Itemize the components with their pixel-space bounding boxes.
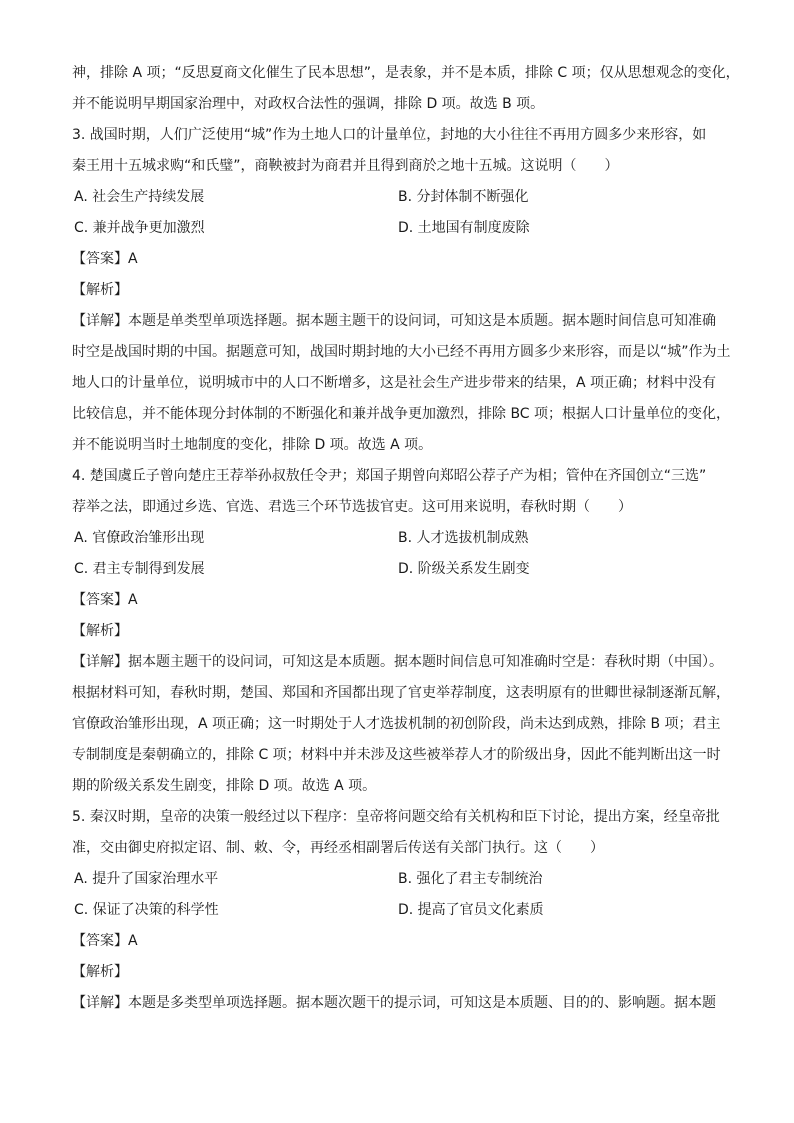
answer-label: 【答案】A bbox=[72, 251, 138, 267]
intro-text bbox=[72, 58, 740, 120]
option-b: B. 强化了君主专制统治 bbox=[398, 871, 543, 887]
detail-text: 期的阶级关系发生剧变，排除 D 项。故选 A 项。 bbox=[72, 778, 377, 794]
analysis-label: 【解析】 bbox=[72, 623, 128, 639]
option-c: C. 保证了决策的科学性 bbox=[74, 902, 219, 918]
detail-text: 比较信息，并不能体现分封体制的不断强化和兼并战争更加激烈，排除 BC 项；根据人口计量单位的变化， bbox=[72, 406, 731, 422]
option-a: A. 官僚政治雏形出现 bbox=[74, 530, 205, 546]
question-5 bbox=[72, 802, 732, 1019]
question-stem: 3. 战国时期，人们广泛使用“城”作为土地人口的计量单位，封地的大小往往不再用方圆多少来形容，如 bbox=[72, 127, 707, 143]
text-line: 并不能说明早期国家治理中，对政权合法性的强调，排除 D 项。故选 B 项。 bbox=[72, 96, 545, 112]
options-row bbox=[72, 554, 732, 585]
option-d: D. 土地国有制度废除 bbox=[398, 220, 530, 236]
detail-text: 专制制度是秦朝确立的，排除 C 项；材料中并未涉及这些被举荐人才的阶级出身，因此不能判断出这一时 bbox=[72, 747, 721, 763]
option-b: B. 人才选拔机制成熟 bbox=[398, 530, 529, 546]
options-row bbox=[72, 864, 732, 895]
options-row bbox=[72, 213, 732, 244]
question-stem: 秦王用十五城求购“和氏璧”，商鞅被封为商君并且得到商於之地十五城。这说明（ ） bbox=[72, 158, 619, 174]
analysis-label: 【解析】 bbox=[72, 282, 128, 298]
detail-text: 时空是战国时期的中国。据题意可知，战国时期封地的大小已经不再用方圆多少来形容，而是以“城”作为土 bbox=[72, 344, 731, 360]
question-stem: 4. 楚国虞丘子曾向楚庄王荐举孙叔敖任令尹；郑国子期曾向郑昭公荐子产为相；管仲在齐国创立“三选” bbox=[72, 468, 707, 484]
question-3 bbox=[72, 120, 732, 461]
detail-text: 【详解】据本题主题干的设问词，可知这是本质题。据本题时间信息可知准确时空是：春秋时期（中国）。 bbox=[72, 654, 723, 670]
detail-text: 根据材料可知，春秋时期，楚国、郑国和齐国都出现了官吏举荐制度，这表明原有的世卿世禄制逐渐瓦解， bbox=[72, 685, 730, 701]
option-b: B. 分封体制不断强化 bbox=[398, 189, 529, 205]
detail-text: 官僚政治雏形出现，A 项正确；这一时期处于人才选拔机制的初创阶段，尚未达到成熟，排除 B 项；君主 bbox=[72, 716, 721, 732]
detail-text: 并不能说明当时土地制度的变化，排除 D 项。故选 A 项。 bbox=[72, 437, 433, 453]
options-row bbox=[72, 895, 732, 926]
detail-text: 地人口的计量单位，说明城市中的人口不断增多，这是社会生产进步带来的结果，A 项正确；材料中没有 bbox=[72, 375, 717, 391]
question-stem: 准，交由御史府拟定诏、制、敕、令，再经丞相副署后传送有关部门执行。这（ ） bbox=[72, 840, 604, 856]
question-stem: 荐举之法，即通过乡选、官选、君选三个环节选拔官吏。这可用来说明，春秋时期（ ） bbox=[72, 499, 632, 515]
option-d: D. 提高了官员文化素质 bbox=[398, 902, 544, 918]
options-row bbox=[72, 182, 732, 213]
analysis-label: 【解析】 bbox=[72, 964, 128, 980]
question-stem: 5. 秦汉时期，皇帝的决策一般经过以下程序：皇帝将问题交给有关机构和臣下讨论，提出方案，经皇帝批 bbox=[72, 809, 720, 825]
option-c: C. 兼并战争更加激烈 bbox=[74, 220, 205, 236]
option-d: D. 阶级关系发生剧变 bbox=[398, 561, 530, 577]
question-4 bbox=[72, 461, 732, 802]
option-a: A. 社会生产持续发展 bbox=[74, 189, 205, 205]
document-page bbox=[72, 58, 740, 1019]
answer-label: 【答案】A bbox=[72, 592, 138, 608]
option-a: A. 提升了国家治理水平 bbox=[74, 871, 219, 887]
options-row bbox=[72, 523, 732, 554]
option-c: C. 君主专制得到发展 bbox=[74, 561, 205, 577]
detail-text: 【详解】本题是单类型单项选择题。据本题主题干的设问词，可知这是本质题。据本题时间信息可知准确 bbox=[72, 313, 716, 329]
answer-label: 【答案】A bbox=[72, 933, 138, 949]
text-line: 神，排除 A 项；“反思夏商文化催生了民本思想”，是表象，并不是本质，排除 C 项；仅从思想观念的变化， bbox=[72, 65, 740, 81]
detail-text: 【详解】本题是多类型单项选择题。据本题次题干的提示词，可知这是本质题、目的的、影响题。据本题 bbox=[72, 995, 716, 1011]
